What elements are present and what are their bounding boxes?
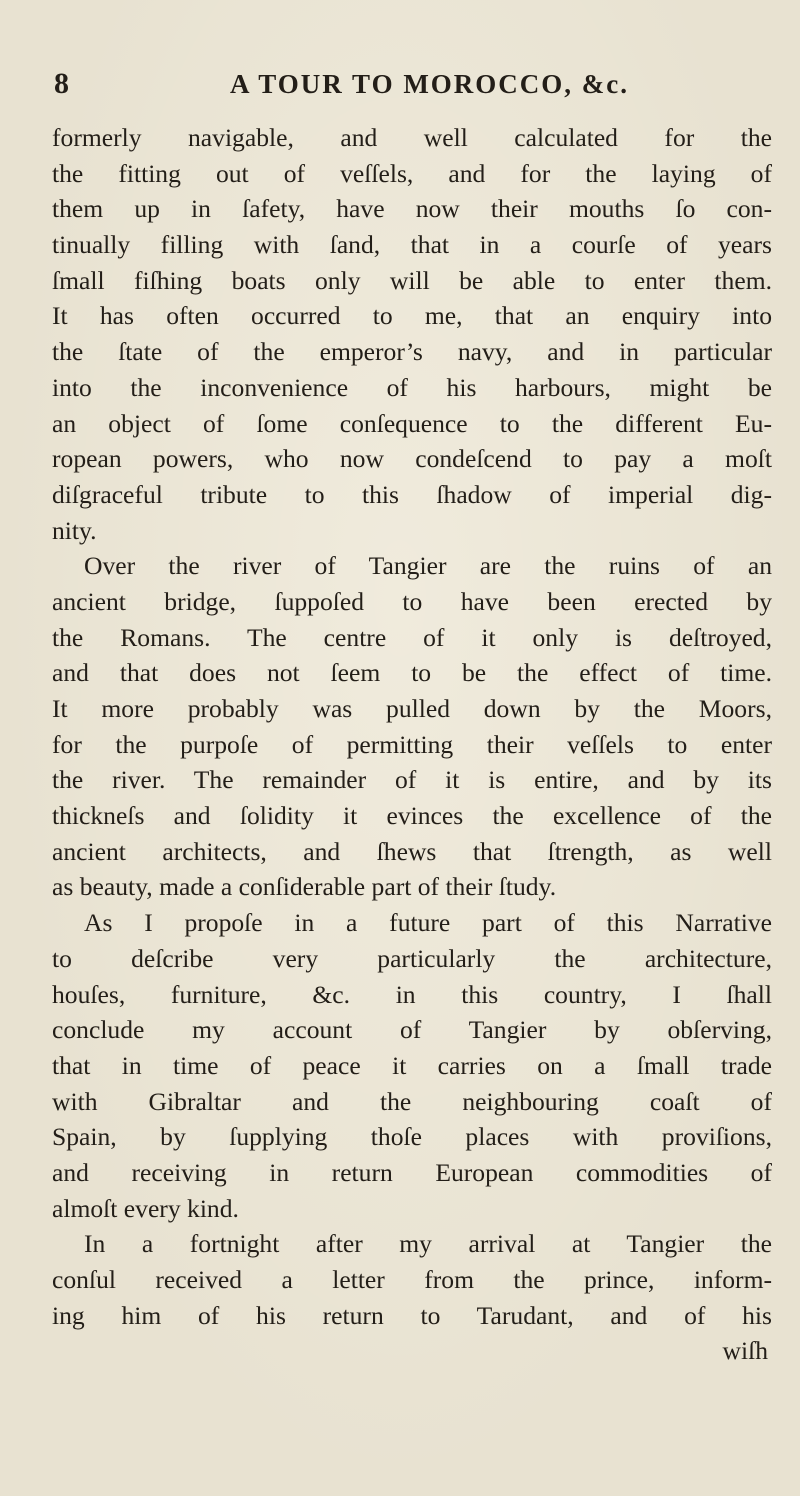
text-line: thickneſs and ſolidity it evinces the excellence of the [52, 801, 772, 831]
text-line: the Romans. The centre of it only is deſtroyed, [52, 622, 772, 652]
paragraph-start-line: As I propoſe in a future part of this Narrative [84, 908, 772, 938]
text-line: the ſtate of the emperor’s navy, and in particular [52, 337, 772, 367]
text-line: to deſcribe very particularly the architecture, [52, 943, 772, 973]
text-line: into the inconvenience of his harbours, might be [52, 372, 772, 402]
paragraph-start-line: Over the river of Tangier are the ruins of an [84, 551, 772, 581]
text-line: conſul received a letter from the prince, inform- [52, 1265, 772, 1294]
text-line: and that does not ſeem to be the effect of time. [52, 658, 772, 688]
text-line: the fitting out of veſſels, and for the laying of [52, 158, 772, 188]
text-line: tinually filling with ſand, that in a courſe of years [52, 230, 772, 260]
page-number: 8 [54, 67, 69, 100]
paragraph-start-line: In a fortnight after my arrival at Tangier the [84, 1229, 772, 1259]
text-line: as beauty, made a conſiderable part of their ſtudy. [52, 872, 557, 902]
running-title: A TOUR TO MOROCCO, &c. [230, 69, 630, 99]
text-line: ancient architects, and ſhews that ſtrength, as well [52, 836, 772, 866]
text-line: that in time of peace it carries on a ſmall trade [52, 1050, 772, 1080]
text-line: ing him of his return to Tarudant, and of his [52, 1300, 772, 1330]
text-line: almoſt every kind. [52, 1193, 239, 1223]
text-line: them up in ſafety, have now their mouths ſo con- [52, 194, 772, 224]
text-line: ancient bridge, ſuppoſed to have been erected by [52, 586, 772, 616]
page-header [52, 64, 752, 104]
text-line: and receiving in return European commodities of [52, 1157, 772, 1187]
body-text [52, 120, 772, 1369]
text-line: formerly navigable, and well calculated for the [52, 123, 772, 152]
text-line: diſgraceful tribute to this ſhadow of imperial dig- [52, 479, 772, 509]
text-line: Spain, by ſupplying thoſe places with proviſions, [52, 1122, 772, 1152]
text-line: the river. The remainder of it is entire, and by its [52, 765, 772, 795]
text-line: an object of ſome conſequence to the different Eu- [52, 408, 772, 438]
catchword: wiſh [722, 1336, 768, 1366]
text-line: conclude my account of Tangier by obſerving, [52, 1015, 772, 1045]
text-line: It has often occurred to me, that an enquiry into [52, 301, 772, 331]
text-line: houſes, furniture, &c. in this country, I ſhall [52, 979, 772, 1009]
text-line: ſmall fiſhing boats only will be able to enter them. [52, 265, 772, 295]
text-line: nity. [52, 515, 97, 545]
text-line: ropean powers, who now condeſcend to pay a moſt [52, 444, 772, 474]
text-line: for the purpoſe of permitting their veſſels to enter [52, 729, 772, 759]
text-line: with Gibraltar and the neighbouring coaſt of [52, 1086, 772, 1116]
text-line: It more probably was pulled down by the Moors, [52, 694, 772, 723]
